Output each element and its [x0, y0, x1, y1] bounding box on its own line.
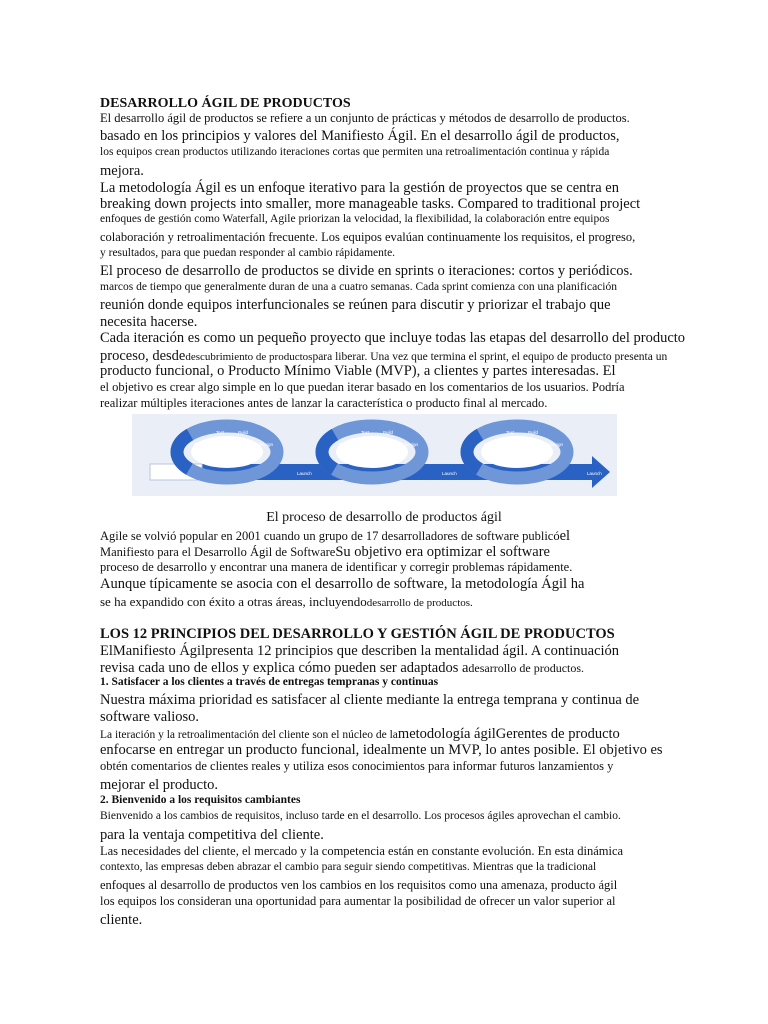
intro-line-14: Cada iteración es como un pequeño proyecto que incluye todas las etapas del desarrollo del producto [100, 330, 686, 346]
intro-line-8: colaboración y retroalimentación frecuente. Los equipos evalúan continuamente los requisitos, el progreso, [100, 230, 636, 244]
intro-line-10: El proceso de desarrollo de productos se divide en sprints o iteraciones: cortos y periódicos. [100, 263, 633, 279]
history-line-2 [100, 544, 550, 560]
principle-1-line-1: Nuestra máxima prioridad es satisfacer al cliente mediante la entrega temprana y continua de [100, 692, 640, 708]
intro-line-12: reunión donde equipos interfuncionales se reúnen para discutir y priorizar el trabajo que [100, 297, 611, 313]
principle-1-line-3 [100, 726, 620, 742]
intro-line-7: enfoques de gestión como Waterfall, Agile priorizan la velocidad, la flexibilidad, la colaboración entre equipos [100, 213, 610, 225]
diagram-label: Review [339, 442, 354, 447]
text-run: el [559, 528, 571, 544]
intro-line-2: basado en los principios y valores del Manifiesto Ágil. En el desarrollo ágil de productos, [100, 128, 620, 144]
principles-intro-line-1 [100, 643, 619, 659]
diagram-label: Build [528, 430, 539, 435]
diagram-label: Design [404, 442, 419, 447]
text-run: La iteración y la retroalimentación del cliente son el núcleo de la [100, 729, 398, 741]
text-run: Manifiesto Ágil [112, 643, 206, 659]
diagram-label: Test [506, 430, 515, 435]
page-title: DESARROLLO ÁGIL DE PRODUCTOS [100, 96, 351, 111]
principles-intro-line-2 [100, 660, 584, 676]
diagram-caption: El proceso de desarrollo de productos ágil [266, 510, 502, 525]
principle-2-line-4: contexto, las empresas deben abrazar el cambio para seguir siendo competitivas. Mientras que la tradicional [100, 861, 597, 873]
history-line-1 [100, 528, 570, 544]
section-title-principles: LOS 12 PRINCIPIOS DEL DESARROLLO Y GESTIÓN ÁGIL DE PRODUCTOS [100, 626, 615, 642]
principle-2-title: 2. Bienvenido a los requisitos cambiantes [100, 794, 301, 806]
diagram-label: Build [238, 430, 249, 435]
intro-line-4: mejora. [100, 163, 144, 179]
intro-line-18: realizar múltiples iteraciones antes de lanzar la característica o producto final al mercado. [100, 396, 548, 410]
principle-1-line-4: enfocarse en entregar un producto funcional, idealmente un MVP, lo antes posible. El objetivo es [100, 742, 663, 758]
text-run: se ha expandido con éxito a otras áreas, incluyendo [100, 594, 367, 609]
text-run: El [100, 643, 113, 659]
text-run: Su objetivo era optimizar el software [335, 544, 550, 560]
history-line-5 [100, 594, 473, 610]
text-run: Gerentes de producto [495, 726, 620, 742]
text-run: para liberar. Una vez que termina el sprint, el equipo de producto presenta un [312, 351, 668, 363]
diagram-label: Launch [297, 471, 312, 476]
principle-1-line-2: software valioso. [100, 709, 200, 725]
intro-line-5: La metodología Ágil es un enfoque iterativo para la gestión de proyectos que se centra en [100, 180, 619, 196]
principle-2-line-6: los equipos los consideran una oportunidad para aumentar la posibilidad de ofrecer un valor superior al [100, 894, 616, 908]
text-run: proceso, desde [100, 348, 186, 364]
text-run: revisa cada uno de ellos y explica cómo pueden ser adaptados a [100, 660, 469, 676]
diagram-label: Launch [587, 471, 602, 476]
intro-line-16: producto funcional, o Producto Mínimo Viable (MVP), a clientes y partes interesadas. El [100, 363, 616, 379]
text-run: desarrollo de productos. [366, 597, 473, 609]
agile-process-diagram [132, 414, 617, 496]
history-line-3: proceso de desarrollo y encontrar una manera de identificar y corregir problemas rápidamente. [100, 560, 573, 574]
principle-2-line-1: Bienvenido a los cambios de requisitos, incluso tarde en el desarrollo. Los procesos ágiles aprovechan el cambio. [100, 810, 621, 822]
text-run: desarrollo de productos. [468, 661, 585, 675]
intro-line-1: El desarrollo ágil de productos se refiere a un conjunto de prácticas y métodos de desarrollo de productos. [100, 111, 630, 125]
diagram-label: Review [194, 442, 209, 447]
history-line-4: Aunque típicamente se asocia con el desarrollo de software, la metodología Ágil ha [100, 576, 585, 592]
diagram-label: Launch [442, 471, 457, 476]
diagram-label: Build [383, 430, 394, 435]
principle-2-line-2: para la ventaja competitiva del cliente. [100, 827, 324, 843]
principle-2-line-7: cliente. [100, 912, 143, 928]
diagram-label: Design [259, 442, 274, 447]
intro-line-9: y resultados, para que puedan responder al cambio rápidamente. [100, 247, 396, 259]
intro-line-17: el objetivo es crear algo simple en lo que puedan iterar basado en los comentarios de los usuarios. Podría [100, 380, 625, 394]
intro-line-13: necesita hacerse. [100, 314, 198, 330]
diagram-label: Test [216, 430, 225, 435]
diagram-label: Design [549, 442, 564, 447]
intro-line-6: breaking down projects into smaller, more manageable tasks. Compared to traditional project [100, 196, 641, 212]
principle-2-line-3: Las necesidades del cliente, el mercado y la competencia están en constante evolución. En esta dinámica [100, 844, 624, 858]
text-run: descubrimiento de productos [185, 351, 313, 363]
text-run: metodología ágil [397, 726, 496, 742]
principle-1-title: 1. Satisfacer a los clientes a través de entregas tempranas y continuas [100, 676, 439, 688]
principle-1-line-5: obtén comentarios de clientes reales y utiliza esos conocimientos para informar futuros lanzamientos y [100, 759, 614, 773]
diagram-label: Review [484, 442, 499, 447]
intro-line-11: marcos de tiempo que generalmente duran de una a cuatro semanas. Cada sprint comienza con una planificación [100, 281, 617, 293]
principle-1-line-6: mejorar el producto. [100, 777, 218, 793]
intro-line-15 [100, 348, 667, 364]
text-run: presenta 12 principios que describen la mentalidad ágil. A continuación [205, 643, 620, 659]
text-run: Manifiesto para el Desarrollo Ágil de Software [100, 545, 336, 559]
diagram-label: Test [361, 430, 370, 435]
intro-line-3: los equipos crean productos utilizando iteraciones cortas que permiten una retroalimentación continua y rápida [100, 146, 610, 158]
principle-2-line-5: enfoques al desarrollo de productos ven los cambios en los requisitos como una amenaza, producto ágil [100, 878, 618, 892]
text-run: Agile se volvió popular en 2001 cuando un grupo de 17 desarrolladores de software publicó [100, 529, 560, 543]
